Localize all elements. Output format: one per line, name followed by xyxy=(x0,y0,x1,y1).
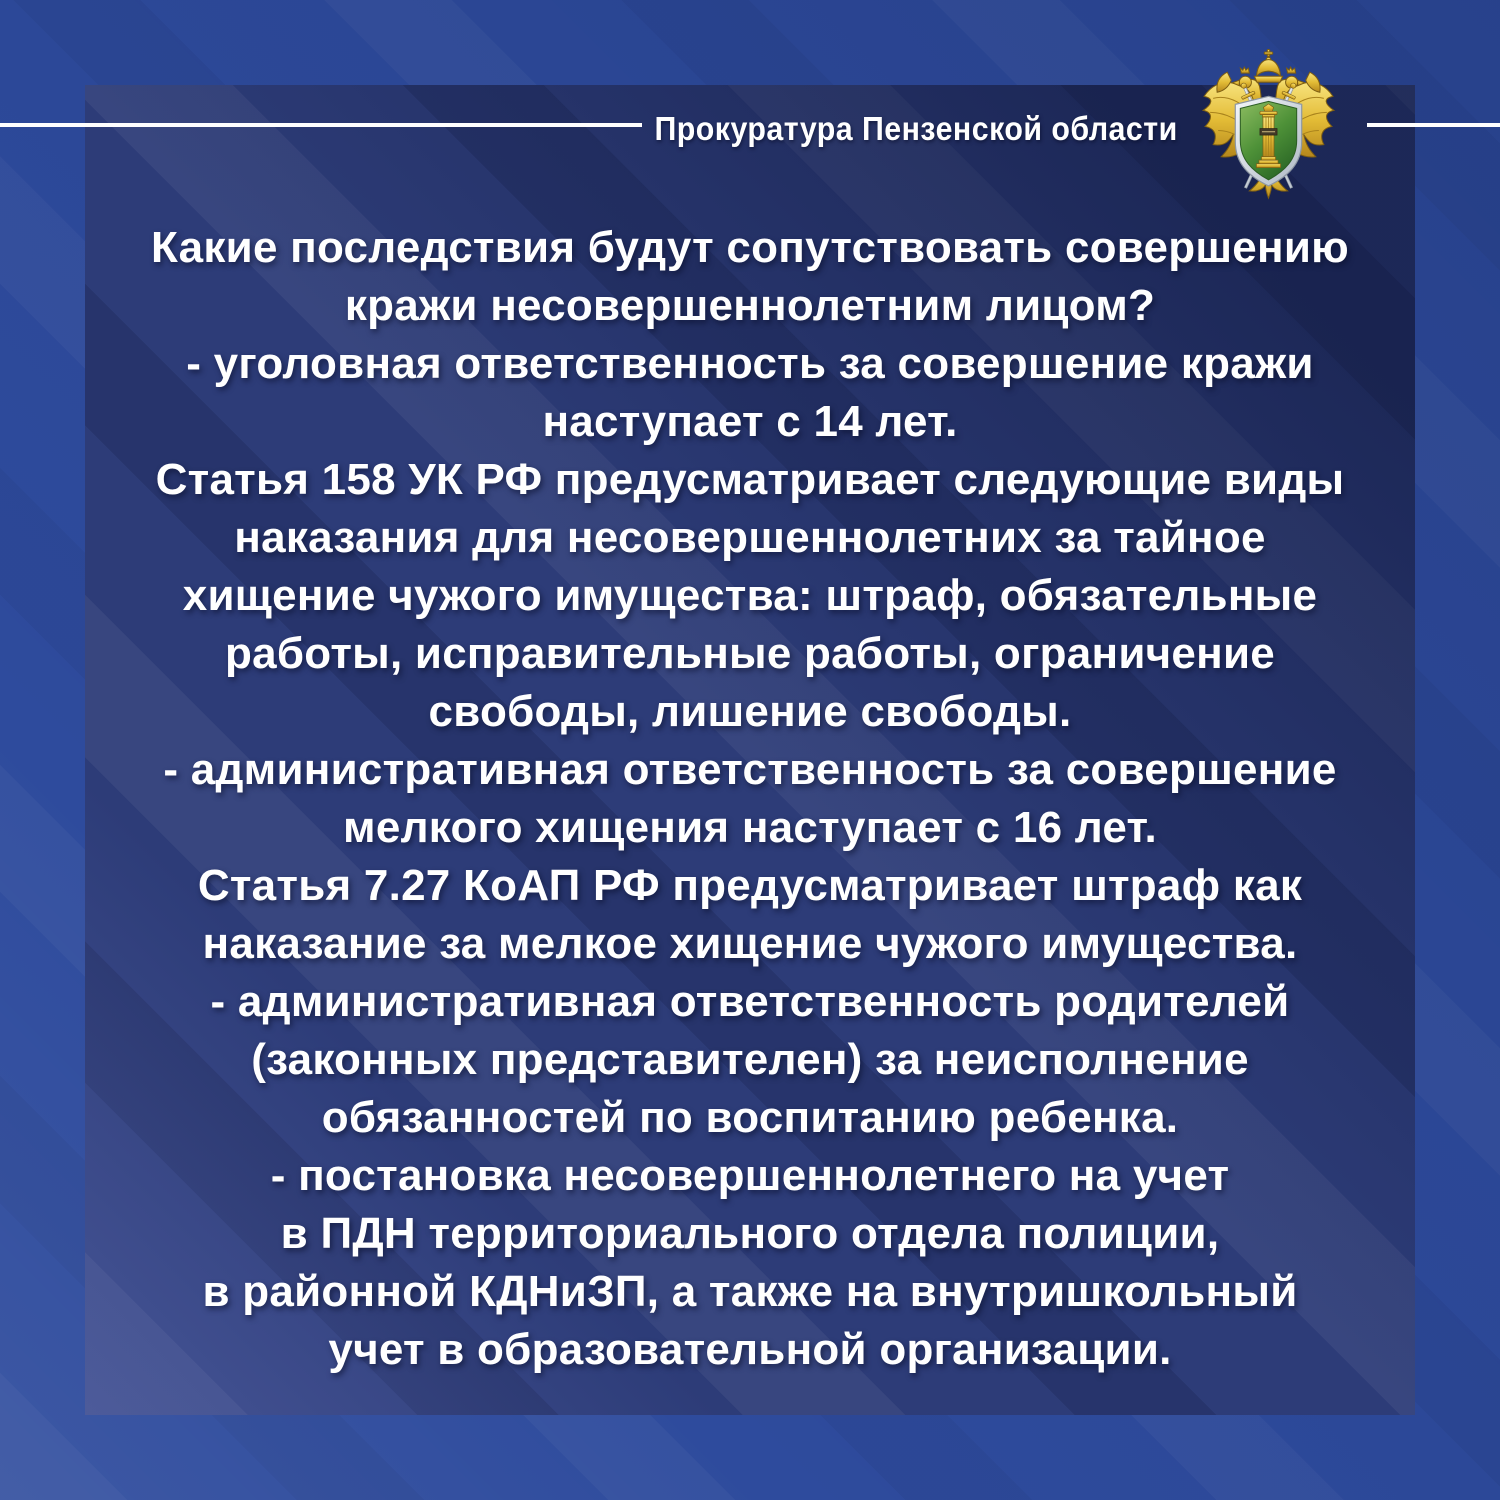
text-line: - постановка несовершеннолетнего на учет xyxy=(270,1151,1230,1200)
text-line: мелкого хищения наступает с 16 лет. xyxy=(343,803,1157,852)
text-line: наказание за мелкое хищение чужого имущества. xyxy=(202,919,1298,968)
header-rule-right xyxy=(1367,123,1500,127)
text-line: учет в образовательной организации. xyxy=(328,1325,1172,1374)
text-line: (законных представителен) за неисполнение xyxy=(251,1035,1249,1084)
body-text xyxy=(85,219,1415,1379)
text-line: Статья 7.27 КоАП РФ предусматривает штраф как xyxy=(197,861,1303,910)
text-line: кражи несовершеннолетним лицом? xyxy=(344,281,1156,330)
text-line: Какие последствия будут сопутствовать совершению xyxy=(151,223,1349,272)
text-line: - административная ответственность за совершение xyxy=(163,745,1337,794)
text-line: в ПДН территориального отдела полиции, xyxy=(280,1209,1220,1258)
text-line: в районной КДНиЗП, а также на внутришкольный xyxy=(202,1267,1298,1316)
text-line: - уголовная ответственность за совершение кражи xyxy=(186,339,1314,388)
header-rule-left xyxy=(0,123,642,127)
text-line: Статья 158 УК РФ предусматривает следующие виды xyxy=(155,455,1345,504)
text-line: - административная ответственность родителей xyxy=(210,977,1290,1026)
text-line: наступает с 14 лет. xyxy=(542,397,958,446)
prosecutor-office-emblem-icon xyxy=(1197,46,1340,201)
text-line: наказания для несовершеннолетних за тайное xyxy=(234,513,1266,562)
text-line: обязанностей по воспитанию ребенка. xyxy=(321,1093,1179,1142)
header-title: Прокуратура Пензенской области xyxy=(654,110,1178,147)
text-line: свободы, лишение свободы. xyxy=(428,687,1072,736)
text-line: хищение чужого имущества: штраф, обязательные xyxy=(182,571,1318,620)
text-line: работы, исправительные работы, ограничение xyxy=(225,629,1275,678)
